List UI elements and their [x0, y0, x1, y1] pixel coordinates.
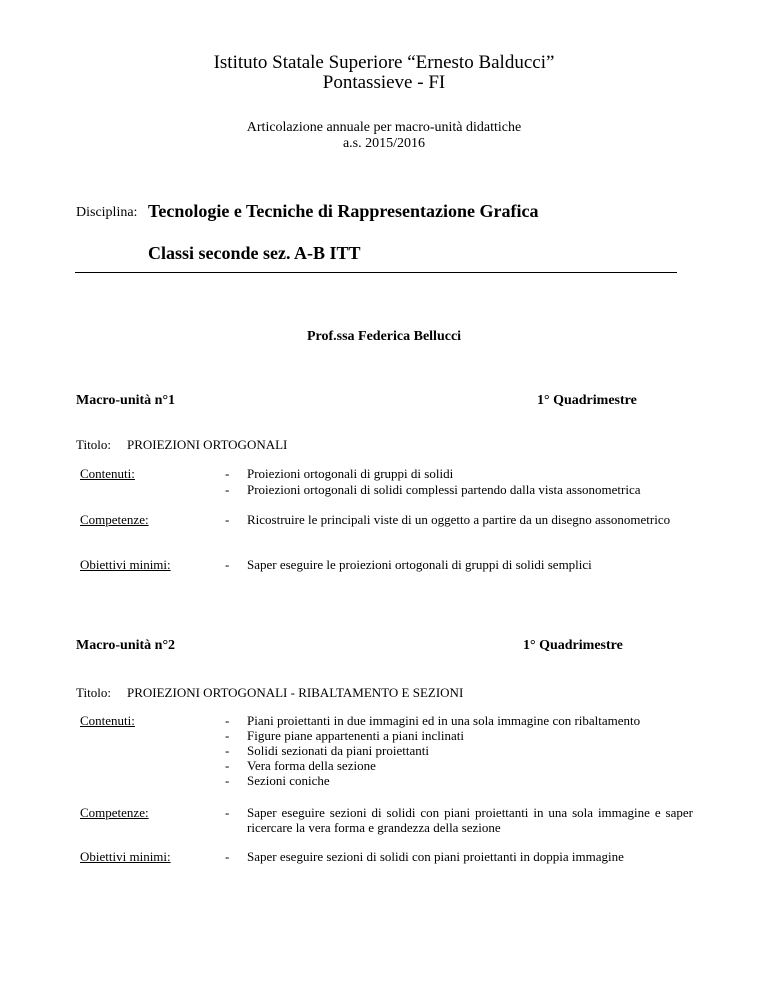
bullet-dash: - [225, 466, 230, 481]
bullet-dash: - [225, 849, 230, 864]
contents-item: Solidi sezionati da piani proiettanti [247, 743, 429, 758]
contents-item: Piani proiettanti in due immagini ed in una sola immagine con ribaltamento [247, 713, 641, 728]
discipline-label: Disciplina: [76, 205, 138, 220]
unit-title-label: Titolo: [76, 437, 111, 452]
skills-text: Saper eseguire sezioni di solidi con piani proiettanti in una sola immagine e saper ricercare la vera forma e grandezza della sezione [247, 805, 693, 835]
objectives-text: Saper eseguire le proiezioni ortogonali di gruppi di solidi semplici [247, 557, 592, 572]
discipline-classes: Classi seconde sez. A-B ITT [148, 243, 361, 263]
bullet-dash: - [225, 482, 230, 497]
unit-heading: Macro-unità n°2 [76, 638, 176, 653]
contents-item: Sezioni coniche [247, 773, 330, 788]
objectives-label: Obiettivi minimi: [80, 557, 171, 572]
objectives-label: Obiettivi minimi: [80, 849, 171, 864]
contents-item: Proiezioni ortogonali di solidi complessi partendo dalla vista assonometrica [247, 482, 641, 497]
discipline-name: Tecnologie e Tecniche di Rappresentazione Grafica [148, 201, 539, 221]
unit-heading: Macro-unità n°1 [76, 393, 176, 408]
contents-label: Contenuti: [80, 713, 135, 728]
school-year: a.s. 2015/2016 [342, 136, 426, 151]
bullet-dash: - [225, 743, 230, 758]
bullet-dash: - [225, 557, 230, 572]
contents-item: Proiezioni ortogonali di gruppi di solidi [247, 466, 454, 481]
bullet-dash: - [225, 773, 230, 788]
unit-title: PROIEZIONI ORTOGONALI [127, 437, 288, 452]
bullet-dash: - [225, 512, 230, 527]
objectives-text: Saper eseguire sezioni di solidi con piani proiettanti in doppia immagine [247, 849, 624, 864]
bullet-dash: - [225, 805, 230, 820]
school-name: Istituto Statale Superiore “Ernesto Balducci” [213, 52, 555, 73]
school-location: Pontassieve - FI [322, 72, 446, 93]
bullet-dash: - [225, 713, 230, 728]
bullet-dash: - [225, 758, 230, 773]
contents-item: Figure piane appartenenti a piani inclinati [247, 728, 464, 743]
skills-text: Ricostruire le principali viste di un oggetto a partire da un disegno assonometrico [247, 512, 671, 527]
header-divider [75, 272, 677, 273]
unit-period: 1° Quadrimestre [523, 638, 623, 653]
bullet-dash: - [225, 728, 230, 743]
unit-title-label: Titolo: [76, 685, 111, 700]
doc-title: Articolazione annuale per macro-unità didattiche [246, 120, 522, 135]
contents-item: Vera forma della sezione [247, 758, 376, 773]
unit-title: PROIEZIONI ORTOGONALI - RIBALTAMENTO E SEZIONI [127, 685, 464, 700]
skills-label: Competenze: [80, 512, 149, 527]
teacher-name: Prof.ssa Federica Bellucci [306, 329, 462, 344]
contents-label: Contenuti: [80, 466, 135, 481]
unit-period: 1° Quadrimestre [537, 393, 637, 408]
skills-label: Competenze: [80, 805, 149, 820]
